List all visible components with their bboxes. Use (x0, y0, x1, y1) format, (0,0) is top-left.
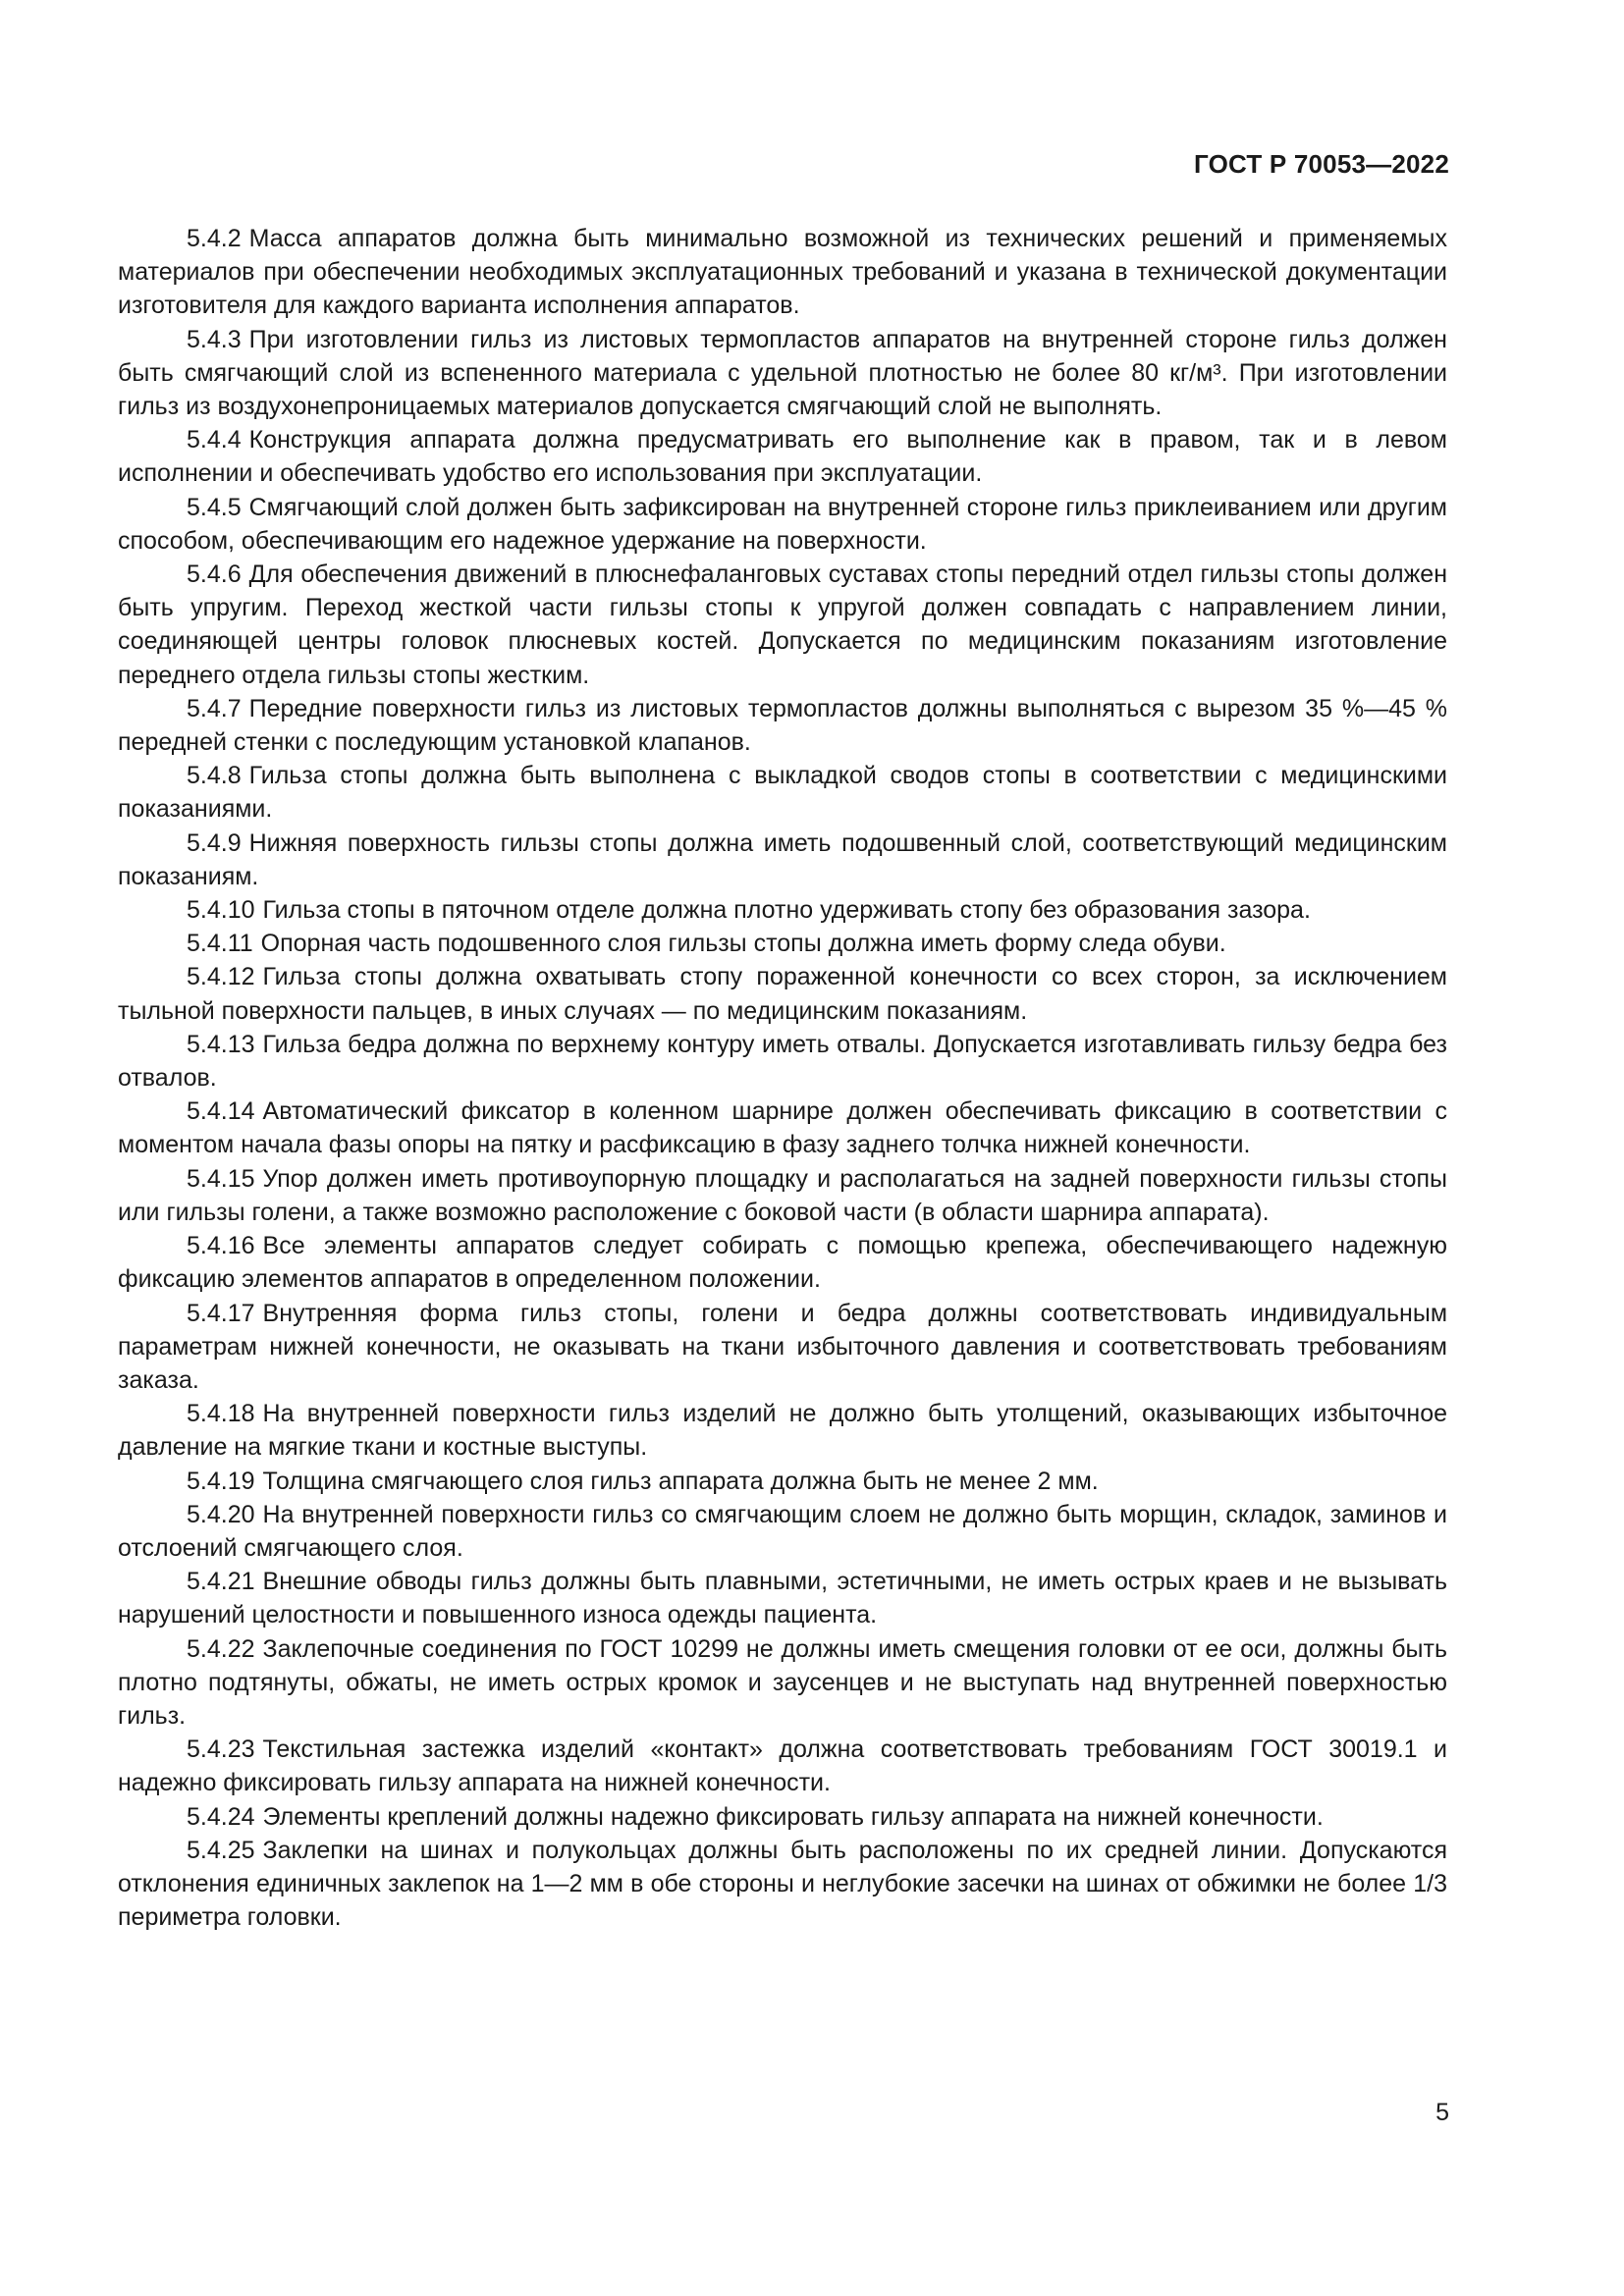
paragraph-text: На внутренней поверхности гильз со смягчающим слоем не должно быть морщин, складок, заминов и отслоений смягчающего слоя. (118, 1500, 1447, 1562)
paragraph-text: Упор должен иметь противоупорную площадку и располагаться на задней поверхности гильзы стопы или гильзы голени, а также возможно расположение с боковой части (в области шарнира аппарата). (118, 1164, 1447, 1226)
paragraph-5-4-16 (118, 1229, 1447, 1296)
paragraph-5-4-22 (118, 1632, 1447, 1734)
paragraph-5-4-12 (118, 960, 1447, 1027)
paragraph-5-4-6 (118, 558, 1447, 692)
paragraph-text: Нижняя поверхность гильзы стопы должна иметь подошвенный слой, соответствующий медицинским показаниям. (118, 828, 1447, 890)
paragraph-number: 5.4.19 (187, 1467, 255, 1495)
paragraph-text: Внешние обводы гильз должны быть плавными, эстетичными, не иметь острых краев и не вызывать нарушений целостности и повышенного износа одежды пациента. (118, 1568, 1447, 1629)
paragraph-5-4-13 (118, 1028, 1447, 1095)
paragraph-text: Гильза стопы должна охватывать стопу пораженной конечности со всех сторон, за исключением тыльной поверхности пальцев, в иных случаях — по медицинским показаниям. (118, 963, 1447, 1025)
document-header-title: ГОСТ Р 70053—2022 (1194, 149, 1449, 179)
paragraph-number: 5.4.7 (187, 694, 242, 722)
paragraph-text: Все элементы аппаратов следует собирать с помощью крепежа, обеспечивающего надежную фиксацию элементов аппаратов в определенном положении. (118, 1232, 1447, 1294)
paragraph-5-4-18 (118, 1397, 1447, 1464)
paragraph-text: Смягчающий слой должен быть зафиксирован на внутренней стороне гильз приклеиванием или другим способом, обеспечивающим его надежное удержание на поверхности. (118, 493, 1447, 555)
paragraph-number: 5.4.15 (187, 1164, 255, 1193)
paragraph-5-4-15 (118, 1162, 1447, 1229)
paragraph-text: Гильза бедра должна по верхнему контуру иметь отвалы. Допускается изготавливать гильзу бедра без отвалов. (118, 1030, 1447, 1093)
paragraph-text: На внутренней поверхности гильз изделий не должно быть утолщений, оказывающих избыточное давление на мягкие ткани и костные выступы. (118, 1400, 1447, 1462)
paragraph-text: Для обеспечения движений в плюснефаланговых суставах стопы передний отдел гильзы стопы должен быть упругим. Переход жесткой части гильзы стопы к упругой должен совпадать с направлением линии, соединяющей центры головок плюсневых костей. Допускается по медицинским показаниям изготовление переднего отдела гильзы стопы жестким. (118, 561, 1447, 689)
document-body (118, 222, 1447, 1934)
paragraph-text: Текстильная застежка изделий «контакт» должна соответствовать требованиям ГОСТ 30019.1 и надежно фиксировать гильзу аппарата на нижней конечности. (118, 1735, 1447, 1797)
paragraph-number: 5.4.9 (187, 828, 242, 857)
paragraph-text: Элементы креплений должны надежно фиксировать гильзу аппарата на нижней конечности. (262, 1802, 1324, 1831)
paragraph-5-4-10 (118, 893, 1447, 927)
paragraph-number: 5.4.25 (187, 1836, 255, 1864)
paragraph-number: 5.4.24 (187, 1802, 255, 1831)
paragraph-number: 5.4.20 (187, 1500, 255, 1528)
paragraph-5-4-23 (118, 1733, 1447, 1799)
paragraph-text: Передние поверхности гильз из листовых термопластов должны выполняться с вырезом 35 %—45 % передней стенки с последующим установкой клапанов. (118, 694, 1447, 757)
paragraph-5-4-14 (118, 1095, 1447, 1161)
paragraph-5-4-8 (118, 759, 1447, 826)
paragraph-number: 5.4.13 (187, 1030, 255, 1058)
paragraph-number: 5.4.16 (187, 1232, 255, 1260)
paragraph-number: 5.4.4 (187, 426, 242, 454)
paragraph-5-4-20 (118, 1498, 1447, 1565)
paragraph-text: При изготовлении гильз из листовых термопластов аппаратов на внутренней стороне гильз должен быть смягчающий слой из вспененного материала с удельной плотностью не более 80 кг/м³. При изготовлении гильз из воздухонепроницаемых материалов допускается смягчающий слой не выполнять. (118, 325, 1447, 421)
paragraph-text: Автоматический фиксатор в коленном шарнире должен обеспечивать фиксацию в соответствии с моментом начала фазы опоры на пятку и расфиксацию в фазу заднего толчка нижней конечности. (118, 1097, 1447, 1159)
paragraph-number: 5.4.23 (187, 1735, 255, 1764)
paragraph-text: Конструкция аппарата должна предусматривать его выполнение как в правом, так и в левом исполнении и обеспечивать удобство его использования при эксплуатации. (118, 426, 1447, 488)
paragraph-5-4-4 (118, 423, 1447, 490)
paragraph-text: Опорная часть подошвенного слоя гильзы стопы должна иметь форму следа обуви. (260, 930, 1226, 958)
paragraph-number: 5.4.3 (187, 325, 242, 353)
paragraph-5-4-5 (118, 491, 1447, 558)
paragraph-number: 5.4.2 (187, 225, 242, 252)
paragraph-5-4-11 (118, 927, 1447, 960)
paragraph-number: 5.4.21 (187, 1568, 255, 1596)
paragraph-5-4-17 (118, 1297, 1447, 1398)
paragraph-5-4-2 (118, 222, 1447, 323)
paragraph-number: 5.4.10 (187, 896, 255, 925)
paragraph-5-4-21 (118, 1565, 1447, 1631)
paragraph-text: Внутренняя форма гильз стопы, голени и бедра должны соответствовать индивидуальным параметрам нижней конечности, не оказывать на ткани избыточного давления и соответствовать требованиям заказа. (118, 1299, 1447, 1394)
paragraph-number: 5.4.5 (187, 493, 242, 521)
paragraph-number: 5.4.12 (187, 963, 255, 991)
paragraph-text: Гильза стопы в пяточном отделе должна плотно удерживать стопу без образования зазора. (262, 896, 1311, 925)
paragraph-5-4-9 (118, 827, 1447, 893)
paragraph-text: Толщина смягчающего слоя гильз аппарата должна быть не менее 2 мм. (262, 1467, 1099, 1495)
paragraph-5-4-25 (118, 1834, 1447, 1935)
paragraph-5-4-7 (118, 692, 1447, 759)
paragraph-number: 5.4.6 (187, 561, 242, 589)
paragraph-number: 5.4.17 (187, 1299, 255, 1327)
paragraph-number: 5.4.18 (187, 1400, 255, 1428)
paragraph-text: Заклепочные соединения по ГОСТ 10299 не должны иметь смещения головки от ее оси, должны быть плотно подтянуты, обжаты, не иметь острых кромок и заусенцев и не выступать над внутренней поверхностью гильз. (118, 1634, 1447, 1730)
paragraph-text: Масса аппаратов должна быть минимально возможной из технических решений и применяемых материалов при обеспечении необходимых эксплуатационных требований и указана в технической документации изготовителя для каждого варианта исполнения аппаратов. (118, 225, 1447, 320)
paragraph-text: Заклепки на шинах и полукольцах должны быть расположены по их средней линии. Допускаются отклонения единичных заклепок на 1—2 мм в обе стороны и неглубокие засечки на шинах от обжимки не более 1/3 периметра головки. (118, 1836, 1447, 1932)
paragraph-5-4-3 (118, 323, 1447, 424)
paragraph-number: 5.4.14 (187, 1097, 255, 1126)
paragraph-number: 5.4.11 (187, 930, 253, 958)
paragraph-number: 5.4.22 (187, 1634, 255, 1663)
paragraph-text: Гильза стопы должна быть выполнена с выкладкой сводов стопы в соответствии с медицинскими показаниями. (118, 762, 1447, 824)
paragraph-5-4-24 (118, 1800, 1447, 1834)
page-number: 5 (1435, 2099, 1449, 2126)
paragraph-5-4-19 (118, 1465, 1447, 1498)
paragraph-number: 5.4.8 (187, 762, 242, 790)
